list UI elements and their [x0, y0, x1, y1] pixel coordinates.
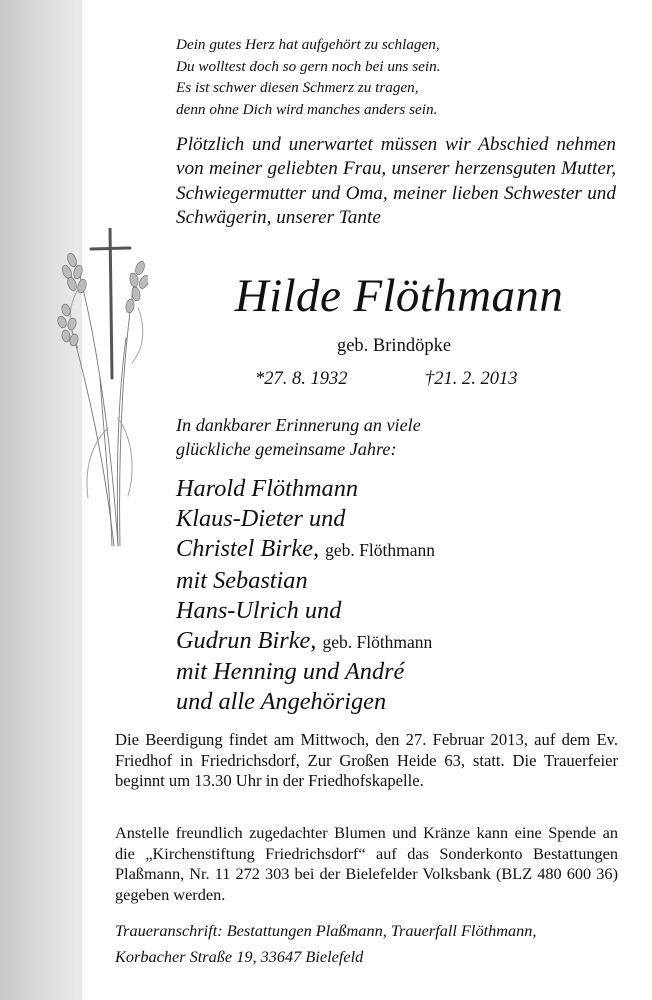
family-line [176, 596, 616, 626]
poem-line: Du wolltest doch so gern noch bei uns sein. [176, 57, 441, 75]
funeral-info: Die Beerdigung findet am Mittwoch, den 27. Februar 2013, auf dem Ev. Friedhof in Friedrichsdorf, Zur Großen Heide 63, statt. Die Trauerfeier beginnt um 13.30 Uhr in der Friedhofskapelle. [115, 730, 618, 791]
family-member: mit Henning und André [176, 658, 405, 686]
poem-line: Es ist schwer diesen Schmerz zu tragen, [176, 79, 419, 97]
family-line [176, 626, 616, 657]
family-line [176, 687, 616, 717]
poem-line: Dein gutes Herz hat aufgehört zu schlagen, [176, 36, 440, 53]
memory-text [176, 413, 616, 461]
family-member: Klaus-Dieter und [176, 505, 346, 533]
memory-line: glückliche gemeinsame Jahre: [176, 439, 397, 459]
mourning-address [115, 918, 618, 970]
family-member: Gudrun Birke, [176, 627, 317, 655]
intro-text: Plötzlich und unerwartet müssen wir Abschied nehmen von meiner geliebten Frau, unserer herzensguten Mutter, Schwiegermutter und Oma, meiner lieben Schwester und Schwägerin, unserer Tante [176, 134, 616, 229]
poem-line: denn ohne Dich wird manches anders sein. [176, 101, 438, 119]
donation-info: Anstelle freundlich zugedachter Blumen und Kränze kann eine Spende an die „Kirchenstiftung Friedrichsdorf“ auf das Sonderkonto Bestattungen Plaßmann, Nr. 11 272 303 bei der Bielefelder Volksbank (BLZ 480 600 36) gegeben werden. [115, 823, 618, 904]
family-member: Harold Flöthmann [176, 475, 359, 502]
family-list [176, 474, 616, 718]
family-line [176, 474, 616, 504]
family-member: mit Sebastian [176, 566, 308, 594]
family-line [176, 566, 616, 596]
death-date: †21. 2. 2013 [425, 369, 518, 389]
address-line: Korbacher Straße 19, 33647 Bielefeld [115, 947, 364, 966]
birth-date: *27. 8. 1932 [255, 369, 348, 389]
poem [176, 34, 616, 121]
family-note: geb. Flöthmann [325, 540, 436, 561]
family-line [176, 657, 616, 687]
memory-line: In dankbarer Erinnerung an viele [176, 415, 421, 435]
family-member: Christel Birke, [176, 535, 320, 563]
maiden-name: geb. Brindöpke [336, 336, 452, 356]
family-line [176, 504, 616, 534]
family-member: und alle Angehörigen [176, 688, 387, 716]
wheat-ears-icon [56, 252, 148, 546]
family-note: geb. Flöthmann [322, 632, 433, 653]
deceased-name: Hilde Flöthmann [234, 270, 564, 322]
address-line: Traueranschrift: Bestattungen Plaßmann, Trauerfall Flöthmann, [115, 921, 537, 940]
family-line [176, 534, 616, 565]
family-member: Hans-Ulrich und [176, 596, 342, 624]
cross-and-wheat-icon [48, 228, 148, 548]
